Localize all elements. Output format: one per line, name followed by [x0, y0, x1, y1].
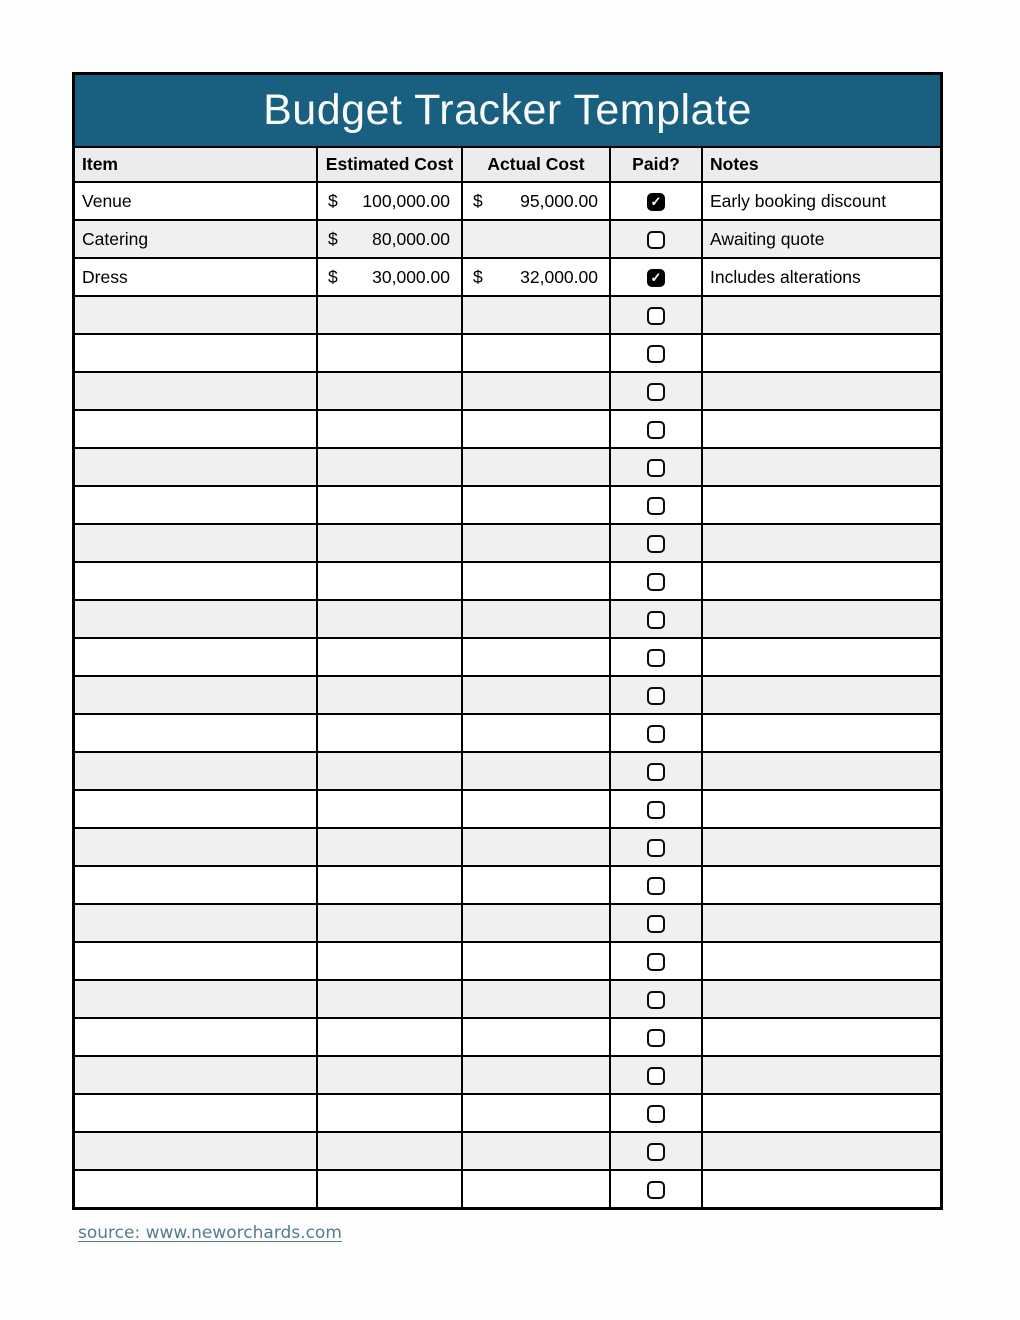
currency-symbol: $: [473, 266, 483, 287]
paid-checkbox-checked[interactable]: ✓: [647, 193, 665, 211]
paid-checkbox[interactable]: [647, 307, 665, 325]
item-cell: [75, 600, 317, 638]
column-header-item: Item: [75, 148, 317, 182]
budget-table: [72, 72, 943, 1210]
estimated-cost-cell: [317, 638, 462, 676]
actual-cost-cell: [462, 600, 610, 638]
actual-cost-cell: [462, 296, 610, 334]
estimated-cost-cell: [317, 904, 462, 942]
notes-cell: [702, 1132, 940, 1170]
item-cell: Dress: [75, 258, 317, 296]
source-link[interactable]: source: www.neworchards.com: [78, 1223, 342, 1243]
paid-checkbox[interactable]: [647, 687, 665, 705]
notes-cell: [702, 1094, 940, 1132]
paid-checkbox[interactable]: [647, 991, 665, 1009]
notes-cell: [702, 448, 940, 486]
paid-checkbox[interactable]: [647, 1067, 665, 1085]
table-row: [75, 790, 940, 828]
paid-cell: [610, 980, 702, 1018]
paid-cell: [610, 828, 702, 866]
estimated-cost-cell: [317, 562, 462, 600]
notes-cell: [702, 486, 940, 524]
actual-cost-cell: [462, 638, 610, 676]
paid-cell: [610, 410, 702, 448]
notes-cell: [702, 1056, 940, 1094]
currency-symbol: $: [328, 266, 338, 287]
estimated-cost-cell: [317, 714, 462, 752]
table-row: [75, 1018, 940, 1056]
table-row: [75, 638, 940, 676]
amount: 80,000.00: [372, 228, 450, 249]
estimated-cost-cell: [317, 1132, 462, 1170]
estimated-cost-cell: [317, 524, 462, 562]
item-cell: [75, 448, 317, 486]
paid-cell: [610, 752, 702, 790]
actual-cost-cell: [462, 372, 610, 410]
paid-cell: [610, 866, 702, 904]
column-header-actual-cost: Actual Cost: [462, 148, 610, 182]
estimated-cost-cell: [317, 258, 462, 296]
estimated-cost-cell: [317, 1170, 462, 1207]
notes-cell: [702, 296, 940, 334]
actual-cost-cell: [462, 1132, 610, 1170]
amount: 32,000.00: [520, 266, 598, 287]
actual-cost-cell: [462, 410, 610, 448]
paid-cell: [610, 182, 702, 220]
item-cell: [75, 334, 317, 372]
table-row: [75, 1132, 940, 1170]
currency-symbol: $: [328, 228, 338, 249]
paid-checkbox[interactable]: [647, 497, 665, 515]
estimated-cost-cell: [317, 1094, 462, 1132]
estimated-cost-cell: [317, 752, 462, 790]
notes-cell: [702, 410, 940, 448]
amount: 30,000.00: [372, 266, 450, 287]
notes-cell: Early booking discount: [702, 182, 940, 220]
actual-cost-cell: [462, 334, 610, 372]
item-cell: [75, 714, 317, 752]
item-cell: [75, 676, 317, 714]
paid-cell: [610, 296, 702, 334]
paid-cell: [610, 448, 702, 486]
paid-cell: [610, 334, 702, 372]
amount: 95,000.00: [520, 190, 598, 211]
notes-cell: [702, 752, 940, 790]
table-row: [75, 1170, 940, 1207]
table-row: [75, 1056, 940, 1094]
estimated-cost-cell: [317, 942, 462, 980]
estimated-cost-cell: [317, 790, 462, 828]
paid-cell: [610, 486, 702, 524]
notes-cell: [702, 828, 940, 866]
paid-checkbox[interactable]: [647, 345, 665, 363]
notes-cell: [702, 372, 940, 410]
table-row: [75, 182, 940, 220]
item-cell: [75, 1056, 317, 1094]
paid-checkbox[interactable]: [647, 1143, 665, 1161]
item-cell: [75, 638, 317, 676]
actual-cost-cell: [462, 258, 610, 296]
budget-grid: [75, 148, 940, 1207]
paid-cell: [610, 904, 702, 942]
paid-cell: [610, 258, 702, 296]
notes-cell: [702, 676, 940, 714]
paid-checkbox[interactable]: [647, 839, 665, 857]
paid-checkbox[interactable]: [647, 421, 665, 439]
item-cell: Venue: [75, 182, 317, 220]
item-cell: [75, 486, 317, 524]
actual-cost-cell: [462, 828, 610, 866]
paid-checkbox-checked[interactable]: ✓: [647, 269, 665, 287]
item-cell: [75, 524, 317, 562]
paid-checkbox[interactable]: [647, 1105, 665, 1123]
paid-checkbox[interactable]: [647, 763, 665, 781]
notes-cell: [702, 714, 940, 752]
actual-cost-cell: [462, 752, 610, 790]
estimated-cost-cell: [317, 334, 462, 372]
table-row: [75, 980, 940, 1018]
item-cell: [75, 904, 317, 942]
table-row: [75, 904, 940, 942]
actual-cost-cell: [462, 904, 610, 942]
estimated-cost-cell: [317, 372, 462, 410]
paid-cell: [610, 1094, 702, 1132]
currency-symbol: $: [328, 190, 338, 211]
actual-cost-cell: [462, 448, 610, 486]
notes-cell: [702, 980, 940, 1018]
table-row: [75, 372, 940, 410]
paid-checkbox[interactable]: [647, 535, 665, 553]
table-row: [75, 828, 940, 866]
table-row: [75, 334, 940, 372]
paid-checkbox[interactable]: [647, 231, 665, 249]
table-row: [75, 714, 940, 752]
actual-cost-cell: [462, 866, 610, 904]
paid-cell: [610, 1132, 702, 1170]
notes-cell: [702, 524, 940, 562]
item-cell: [75, 752, 317, 790]
actual-cost-cell: [462, 524, 610, 562]
currency-symbol: $: [473, 190, 483, 211]
actual-cost-cell: [462, 942, 610, 980]
paid-checkbox[interactable]: [647, 573, 665, 591]
paid-cell: [610, 790, 702, 828]
item-cell: [75, 372, 317, 410]
actual-cost-cell: [462, 714, 610, 752]
item-cell: [75, 866, 317, 904]
estimated-cost-cell: [317, 676, 462, 714]
table-header: [75, 148, 940, 182]
item-cell: [75, 1132, 317, 1170]
estimated-cost-cell: [317, 220, 462, 258]
title-bar: [75, 75, 940, 148]
paid-cell: [610, 1056, 702, 1094]
notes-cell: [702, 790, 940, 828]
paid-checkbox[interactable]: [647, 953, 665, 971]
paid-checkbox[interactable]: [647, 915, 665, 933]
paid-cell: [610, 220, 702, 258]
notes-cell: Includes alterations: [702, 258, 940, 296]
actual-cost-cell: [462, 1170, 610, 1207]
paid-cell: [610, 714, 702, 752]
notes-cell: [702, 1018, 940, 1056]
paid-cell: [610, 1018, 702, 1056]
estimated-cost-cell: [317, 448, 462, 486]
table-row: [75, 258, 940, 296]
item-cell: [75, 410, 317, 448]
estimated-cost-cell: [317, 828, 462, 866]
column-header-paid: Paid?: [610, 148, 702, 182]
table-row: [75, 486, 940, 524]
table-row: [75, 524, 940, 562]
paid-checkbox[interactable]: [647, 459, 665, 477]
column-header-notes: Notes: [702, 148, 940, 182]
table-row: [75, 676, 940, 714]
actual-cost-cell: [462, 676, 610, 714]
actual-cost-cell: [462, 486, 610, 524]
notes-cell: [702, 600, 940, 638]
paid-checkbox[interactable]: [647, 611, 665, 629]
paid-cell: [610, 638, 702, 676]
actual-cost-cell: [462, 1094, 610, 1132]
table-row: [75, 866, 940, 904]
estimated-cost-cell: [317, 866, 462, 904]
actual-cost-cell: [462, 790, 610, 828]
table-row: [75, 600, 940, 638]
paid-checkbox[interactable]: [647, 383, 665, 401]
paid-cell: [610, 600, 702, 638]
paid-cell: [610, 942, 702, 980]
item-cell: [75, 1094, 317, 1132]
item-cell: [75, 562, 317, 600]
paid-cell: [610, 562, 702, 600]
table-row: [75, 296, 940, 334]
paid-cell: [610, 676, 702, 714]
paid-checkbox[interactable]: [647, 1029, 665, 1047]
actual-cost-cell: [462, 220, 610, 258]
paid-checkbox[interactable]: [647, 1181, 665, 1199]
actual-cost-cell: [462, 1056, 610, 1094]
notes-cell: [702, 562, 940, 600]
table-row: [75, 1094, 940, 1132]
item-cell: [75, 1170, 317, 1207]
notes-cell: [702, 1170, 940, 1207]
notes-cell: [702, 334, 940, 372]
table-row: [75, 752, 940, 790]
item-cell: Catering: [75, 220, 317, 258]
paid-checkbox[interactable]: [647, 801, 665, 819]
amount: 100,000.00: [362, 190, 450, 211]
item-cell: [75, 790, 317, 828]
budget-tracker-sheet: [72, 72, 943, 1243]
budget-table-body: [75, 182, 940, 1207]
estimated-cost-cell: [317, 296, 462, 334]
item-cell: [75, 828, 317, 866]
estimated-cost-cell: [317, 182, 462, 220]
column-header-estimated-cost: Estimated Cost: [317, 148, 462, 182]
table-row: [75, 942, 940, 980]
notes-cell: [702, 904, 940, 942]
estimated-cost-cell: [317, 1018, 462, 1056]
paid-cell: [610, 524, 702, 562]
estimated-cost-cell: [317, 410, 462, 448]
estimated-cost-cell: [317, 600, 462, 638]
paid-checkbox[interactable]: [647, 649, 665, 667]
paid-checkbox[interactable]: [647, 877, 665, 895]
table-row: [75, 562, 940, 600]
item-cell: [75, 980, 317, 1018]
page-title: Budget Tracker Template: [263, 86, 752, 134]
item-cell: [75, 942, 317, 980]
item-cell: [75, 296, 317, 334]
paid-cell: [610, 1170, 702, 1207]
notes-cell: [702, 866, 940, 904]
estimated-cost-cell: [317, 486, 462, 524]
table-row: [75, 410, 940, 448]
notes-cell: Awaiting quote: [702, 220, 940, 258]
item-cell: [75, 1018, 317, 1056]
paid-checkbox[interactable]: [647, 725, 665, 743]
notes-cell: [702, 638, 940, 676]
table-row: [75, 220, 940, 258]
actual-cost-cell: [462, 980, 610, 1018]
header-row: [75, 148, 940, 182]
actual-cost-cell: [462, 1018, 610, 1056]
estimated-cost-cell: [317, 980, 462, 1018]
actual-cost-cell: [462, 182, 610, 220]
table-row: [75, 448, 940, 486]
paid-cell: [610, 372, 702, 410]
estimated-cost-cell: [317, 1056, 462, 1094]
actual-cost-cell: [462, 562, 610, 600]
notes-cell: [702, 942, 940, 980]
